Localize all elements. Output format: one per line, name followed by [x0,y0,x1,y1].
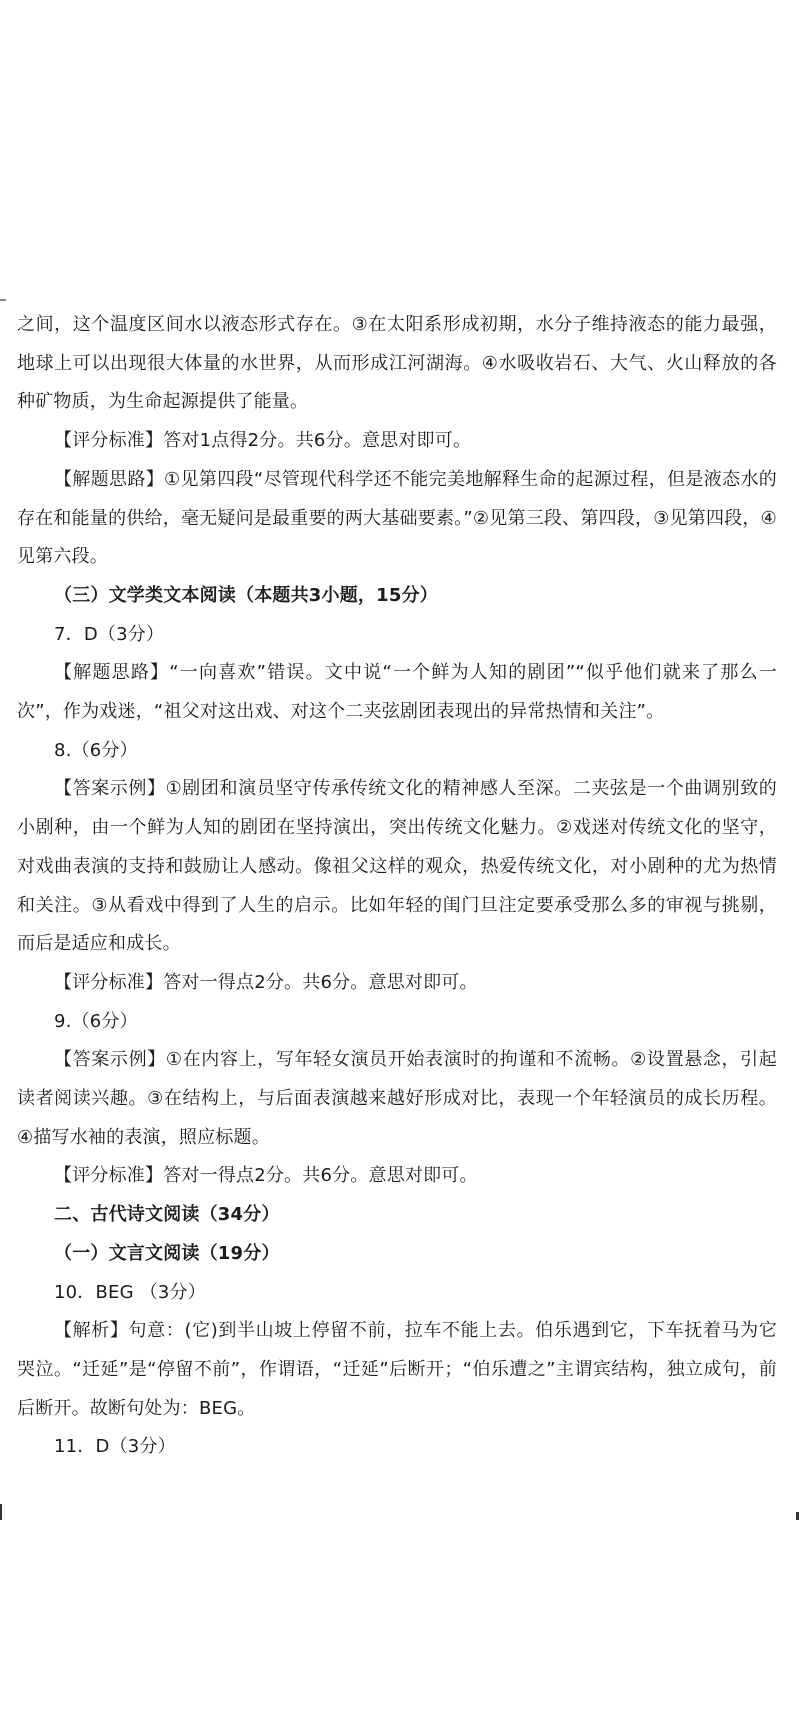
scoring-criteria-q8: 【评分标准】答对一得点2分。共6分。意思对即可。 [54,971,478,993]
solution-approach-q6: 【解题思路】①见第四段“尽管现代科学还不能完美地解释生命的起源过程，但是液态水的存在和能量的供给，毫无疑问是最重要的两大基础要素。”②见第三段、第四段，③见第四段，④见第六段。 [17,468,777,568]
scoring-criteria-q6: 【评分标准】答对1点得2分。共6分。意思对即可。 [54,430,472,452]
scan-edge-mark [0,299,6,301]
section-heading-classical-prose: （一）文言文阅读（19分） [54,1242,280,1264]
paragraph-water-continued: 之间，这个温度区间水以液态形式存在。③在太阳系形成初期，水分子维持液态的能力最强，地球上可以出现很大体量的水世界，从而形成江河湖海。④水吸收岩石、大气、火山释放的各种矿物质，为生命起源提供了能量。 [17,314,777,413]
scan-edge-mark [796,1512,799,1520]
answer-example-q8: 【答案示例】①剧团和演员坚守传承传统文化的精神感人至深。二夹弦是一个曲调别致的小剧种，由一个鲜为人知的剧团在坚持演出，突出传统文化魅力。②戏迷对传统文化的坚守，对戏曲表演的支持和鼓励让人感动。像祖父这样的观众，热爱传统文化，对小剧种的尤为热情和关注。③从看戏中得到了人生的启示。比如年轻的闺门旦注定要承受那么多的审视与挑剔，而后是适应和成长。 [17,778,777,955]
section-heading-classical-poetry: 二、古代诗文阅读（34分） [54,1204,280,1226]
question-10-answer: 10．BEG （3分） [54,1281,206,1303]
section-heading-literary-reading: （三）文学类文本阅读（本题共3小题，15分） [54,584,438,606]
scan-edge-mark [0,1504,2,1520]
question-9-score: 9.（6分） [54,1010,138,1032]
answer-example-q9: 【答案示例】①在内容上，写年轻女演员开始表演时的拘谨和不流畅。②设置悬念，引起读者阅读兴趣。③在结构上，与后面表演越来越好形成对比，表现一个年轻演员的成长历程。④描写水袖的表演，照应标题。 [17,1049,777,1148]
scoring-criteria-q9: 【评分标准】答对一得点2分。共6分。意思对即可。 [54,1165,478,1187]
question-11-answer: 11．D（3分） [54,1436,176,1458]
answer-key-content [17,306,777,1467]
question-7-answer: 7．D（3分） [54,623,165,645]
solution-approach-q7: 【解题思路】“一向喜欢”错误。文中说“一个鲜为人知的剧团”“似乎他们就来了那么一次”，作为戏迷，“祖父对这出戏、对这个二夹弦剧团表现出的异常热情和关注”。 [17,662,777,723]
question-8-score: 8.（6分） [54,739,138,761]
analysis-q10: 【解析】句意：(它)到半山坡上停留不前，拉车不能上去。伯乐遇到它，下车抚着马为它哭泣。“迁延”是“停留不前”，作谓语，“迁延”后断开；“伯乐遭之”主谓宾结构，独立成句，前后断开。故断句处为：BEG。 [17,1320,777,1419]
